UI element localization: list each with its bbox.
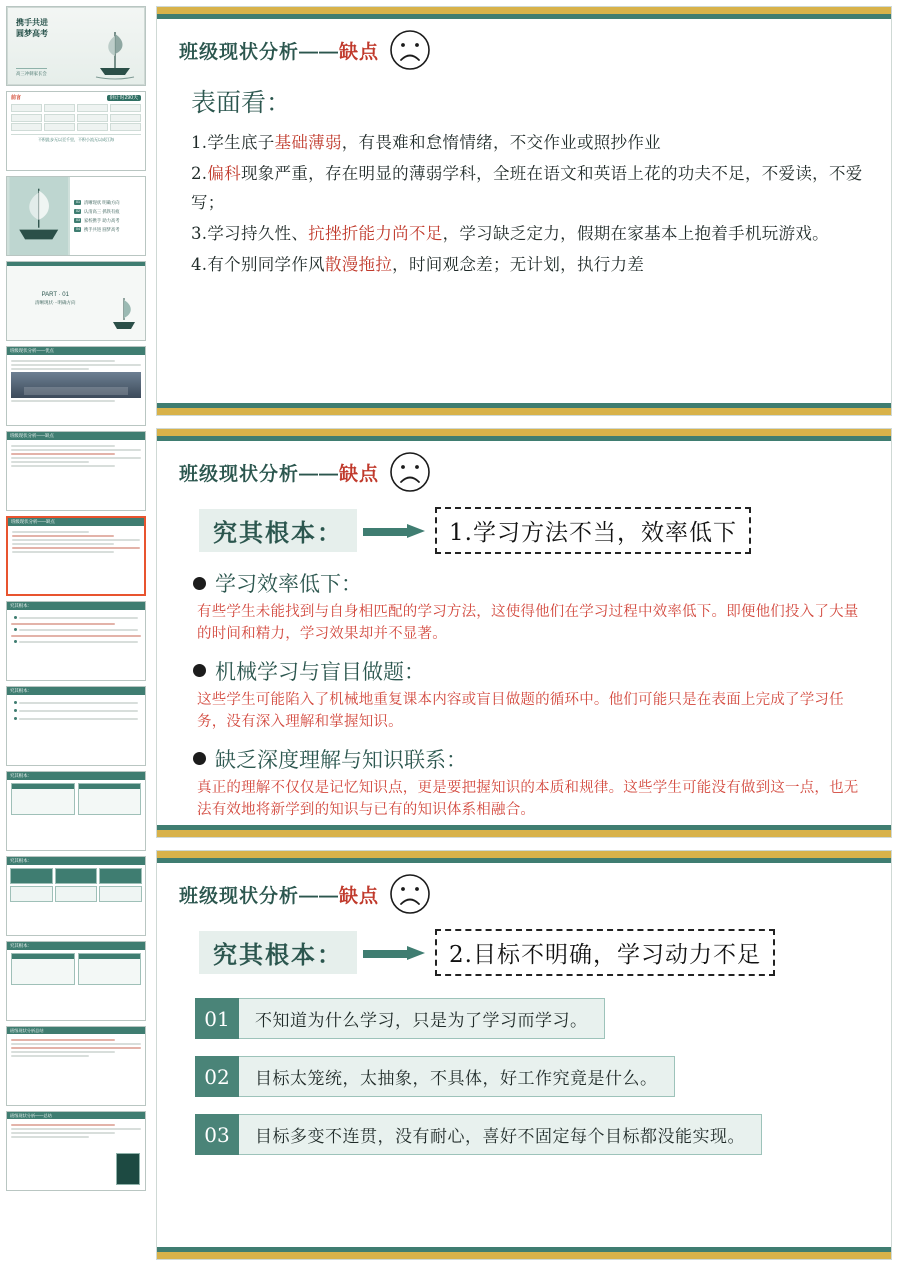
thumb-header <box>7 602 145 610</box>
agenda-item-num: 03 <box>75 218 80 223</box>
thumb-header <box>7 857 145 865</box>
thumb-text-line <box>19 629 138 631</box>
thumb-body <box>7 1034 145 1062</box>
countdown-cell <box>11 123 42 131</box>
thumb-header-label: 班级现状分析总结 <box>10 1028 44 1033</box>
thumb-row <box>14 716 138 722</box>
thumb-text-line <box>11 449 141 451</box>
cover-title-line1: 携手共进 <box>16 18 48 27</box>
sad-face-icon <box>389 29 431 71</box>
grid-cell <box>99 886 142 902</box>
countdown-right-label: 倒计时290天 <box>107 95 141 101</box>
countdown-header <box>11 95 141 101</box>
slide-3-root-label: 究其根本： <box>199 931 357 974</box>
slide-1-paragraph-2 <box>191 160 865 218</box>
thumbnail-root-cause-2[interactable] <box>6 686 146 766</box>
thumb-row <box>14 639 138 645</box>
thumbnail-plan-table[interactable] <box>6 941 146 1021</box>
thumb-header-label: 班级现状分析——缺点 <box>10 433 54 438</box>
slide-3-numbered-list <box>157 976 891 1155</box>
text-segment-highlight: 基础薄弱 <box>274 133 342 152</box>
slide-2-title <box>179 459 379 486</box>
arrow-shaft <box>363 528 409 536</box>
slide-1-paragraph-3 <box>191 220 865 249</box>
number-badge-icon <box>14 709 17 712</box>
slide-bottom-accent-bar <box>157 408 891 415</box>
agenda-item[interactable] <box>74 209 141 214</box>
thumb-row <box>14 627 138 633</box>
thumb-text-line <box>11 457 141 459</box>
thumb-header <box>7 687 145 695</box>
slide-1-section-title: 表面看： <box>191 88 292 117</box>
arrow-head <box>407 946 425 960</box>
thumb-col-box <box>78 783 142 815</box>
thumbnail-summary-stamp[interactable] <box>6 1111 146 1191</box>
thumb-text-line <box>11 1047 141 1049</box>
cover-title-line2: 圆梦高考 <box>16 28 48 38</box>
slide-3-title-main: 班级现状分析—— <box>179 885 340 907</box>
bullet-heading <box>193 656 861 686</box>
cover-slide <box>7 7 145 85</box>
thumbnail-cover[interactable] <box>6 6 146 86</box>
thumb-header <box>7 942 145 950</box>
thumbnail-agenda[interactable] <box>6 176 146 256</box>
agenda-item[interactable] <box>74 200 141 205</box>
thumbnail-summary[interactable] <box>6 1026 146 1106</box>
thumb-text-line <box>11 1136 89 1138</box>
slide-2-root-row <box>157 493 891 554</box>
bullet-dot-icon <box>14 640 17 643</box>
thumb-col-box <box>11 953 75 985</box>
thumb-col-box <box>78 953 142 985</box>
agenda-item[interactable] <box>74 227 141 232</box>
slide-top-accent-bar <box>157 429 891 436</box>
part-text <box>35 292 76 305</box>
thumbnail-part-01[interactable] <box>6 261 146 341</box>
bullet-heading-text: 缺乏深度理解与知识联系： <box>215 747 467 772</box>
agenda-item-label: 清晰现状 明确方向 <box>83 200 120 206</box>
slide-1-body <box>157 71 891 279</box>
slide-2-title-accent: 缺点 <box>339 463 380 485</box>
agenda-item-num: 02 <box>75 209 80 214</box>
thumb-text-line <box>11 453 115 455</box>
thumb-text-line <box>12 539 140 541</box>
grid-cell <box>99 868 142 884</box>
agenda-item-label: 认清高三 抓铁有痕 <box>83 208 120 214</box>
thumb-body <box>7 1119 145 1143</box>
thumb-header-label: 究其根本： <box>10 603 32 608</box>
thumb-header-label: 究其根本： <box>10 688 32 693</box>
arrow-right-icon <box>363 946 429 960</box>
sad-face-icon <box>389 451 431 493</box>
thumb-row <box>14 615 138 621</box>
list-item-number: 01 <box>195 998 239 1039</box>
arrow-head <box>407 524 425 538</box>
countdown-footer: 不积跬步无以至千里，不积小流无以成江海 <box>11 134 141 142</box>
agenda-item[interactable] <box>74 218 141 223</box>
agenda-slide <box>7 177 145 255</box>
number-badge-icon <box>14 701 17 704</box>
countdown-cell <box>44 123 75 131</box>
countdown-cell <box>44 104 75 112</box>
col-header <box>12 954 74 959</box>
grid-cell <box>55 886 98 902</box>
arrow-shaft <box>363 950 409 958</box>
thumbnail-rail[interactable] <box>0 0 152 1286</box>
slide-top-accent-bar <box>157 7 891 14</box>
thumb-text-line <box>11 1043 141 1045</box>
thumb-col-box <box>11 783 75 815</box>
countdown-cell <box>77 123 108 131</box>
thumb-text-line <box>11 1124 115 1126</box>
thumb-body <box>7 355 145 407</box>
thumb-text-line <box>19 641 138 643</box>
text-segment: ，时间观念差；无计划，执行力差 <box>392 254 645 274</box>
sailing-ship-icon <box>92 28 138 80</box>
slide-2-root-claim: 1.学习方法不当，效率低下 <box>435 507 751 554</box>
slide-2[interactable] <box>156 428 892 838</box>
thumb-header <box>8 518 144 526</box>
countdown-grid <box>11 104 141 131</box>
thumb-header-label: 班级现状分析——总结 <box>10 1113 52 1118</box>
list-item-text: 不知道为什么学习，只是为了学习而学习。 <box>239 998 605 1039</box>
thumb-header-label: 究其根本： <box>10 943 32 948</box>
thumbnail-table-two-col[interactable] <box>6 771 146 851</box>
thumb-body <box>8 526 144 558</box>
bullet-dot-icon <box>14 628 17 631</box>
thumb-body <box>7 695 145 727</box>
grid-cell <box>10 868 53 884</box>
grid-cell <box>10 886 53 902</box>
thumb-text-line <box>11 445 115 447</box>
countdown-cell <box>77 104 108 112</box>
bullet-dot-icon <box>193 577 206 590</box>
thumb-text-line <box>11 1055 89 1057</box>
slide-bottom-accent-bar <box>157 1252 891 1259</box>
thumb-header-label: 究其根本： <box>10 858 32 863</box>
thumbnail-photo-slide[interactable] <box>6 346 146 426</box>
list-item <box>195 998 863 1039</box>
thumb-text-line <box>11 1039 115 1041</box>
slide-1-paragraph-1 <box>191 129 865 158</box>
thumb-two-col <box>7 950 145 988</box>
agenda-item-num: 01 <box>75 200 80 205</box>
thumbnail-root-cause-1[interactable] <box>6 601 146 681</box>
slide-3[interactable] <box>156 850 892 1260</box>
part-subtitle: 清晰现状···明确方向 <box>35 299 76 305</box>
thumb-text-line <box>11 1128 141 1130</box>
thumb-text-line <box>12 535 114 537</box>
ship-illustration-icon <box>7 177 70 255</box>
slide-2-root-label: 究其根本： <box>199 509 357 552</box>
list-item <box>195 1114 863 1155</box>
bullet-paragraph: 有些学生未能找到与自身相匹配的学习方法，这使得他们在学习过程中效率低下。即便他们投入了大量的时间和精力，学习效果却并不显著。 <box>197 604 859 643</box>
countdown-cell <box>11 104 42 112</box>
slide-1-title-main: 班级现状分析—— <box>179 41 340 63</box>
countdown-cell <box>44 114 75 122</box>
thumb-body <box>7 440 145 472</box>
thumb-mini-grid <box>7 865 145 905</box>
thumb-text-line <box>19 702 138 704</box>
list-item-number: 02 <box>195 1056 239 1097</box>
countdown-cell <box>110 123 141 131</box>
slide-list <box>152 0 900 1286</box>
slide-2-header <box>157 441 891 493</box>
col-header <box>79 784 141 789</box>
thumb-text-line <box>11 368 89 370</box>
countdown-cell <box>11 114 42 122</box>
thumb-text-line <box>12 551 114 553</box>
thumb-text-line <box>11 360 115 362</box>
countdown-cell <box>110 114 141 122</box>
bullet-heading <box>193 744 861 774</box>
countdown-cell <box>77 114 108 122</box>
thumb-header <box>7 347 145 355</box>
agenda-item-label: 家校携手 助力高考 <box>83 217 120 223</box>
thumb-two-col <box>7 780 145 818</box>
thumb-header <box>7 1112 145 1119</box>
thumbnail-current-slide[interactable] <box>6 516 146 596</box>
bullet-dot-icon <box>193 752 206 765</box>
thumbnail-countdown[interactable] <box>6 91 146 171</box>
number-badge-icon <box>14 717 17 720</box>
text-segment-highlight: 散漫拖拉 <box>324 254 393 274</box>
agenda-list <box>70 177 145 255</box>
ship-outline-icon <box>107 294 141 336</box>
col-header <box>12 784 74 789</box>
bullet-heading-text: 机械学习与盲目做题： <box>215 659 425 684</box>
slide-3-header <box>157 863 891 915</box>
thumb-body <box>7 610 145 650</box>
thumb-text-line <box>11 635 141 637</box>
slide-1-title <box>179 37 379 64</box>
part-top-bar <box>7 262 145 266</box>
thumb-text-line <box>19 617 138 619</box>
thumb-text-line <box>11 465 115 467</box>
thumb-text-line <box>12 543 114 545</box>
thumb-text-line <box>12 547 140 549</box>
slide-1[interactable] <box>156 6 892 416</box>
thumb-header <box>7 432 145 440</box>
text-segment-highlight: 抗挫折能力尚不足 <box>308 223 443 243</box>
bullet-heading-text: 学习效率低下： <box>215 572 362 596</box>
bullet-heading <box>193 568 861 598</box>
arrow-right-icon <box>363 524 429 538</box>
cover-title <box>16 18 48 40</box>
slide-top-accent-bar <box>157 851 891 858</box>
thumb-text-line <box>11 1051 115 1053</box>
part-label: PART · 01 <box>41 292 69 298</box>
stamp-icon <box>116 1153 140 1185</box>
countdown-slide <box>7 92 145 145</box>
thumbnail-list-slide[interactable] <box>6 431 146 511</box>
thumb-text-line <box>11 400 115 402</box>
text-segment: 4.有个别同学作风 <box>191 254 325 274</box>
thumb-photo <box>11 372 141 398</box>
slide-1-header <box>157 19 891 71</box>
slide-2-title-main: 班级现状分析—— <box>179 463 340 485</box>
thumb-row <box>14 708 138 714</box>
list-item-text: 目标多变不连贯，没有耐心，喜好不固定每个目标都没能实现。 <box>239 1114 762 1155</box>
slide-3-root-claim: 2.目标不明确，学习动力不足 <box>435 929 775 976</box>
slide-2-bullets <box>157 554 891 822</box>
thumb-text-line <box>12 531 89 533</box>
text-segment: 2. <box>191 163 208 183</box>
col-header <box>79 954 141 959</box>
countdown-left-label: 前言 <box>11 95 22 101</box>
text-segment: 现象严重，存在明显的薄弱学科，全班在语文和英语上花的功夫不足，不爱读，不爱写； <box>191 163 863 212</box>
list-item-number: 03 <box>195 1114 239 1155</box>
thumb-text-line <box>11 461 89 463</box>
agenda-item-label: 携手共进 圆梦高考 <box>83 226 120 232</box>
part-slide <box>7 262 145 340</box>
grid-cell <box>55 868 98 884</box>
text-segment: 3.学习持久性、 <box>191 223 309 243</box>
text-segment: ，有畏难和怠惰情绪，不交作业或照抄作业 <box>341 133 661 152</box>
thumbnail-grid-slide[interactable] <box>6 856 146 936</box>
slide-bottom-accent-bar <box>157 830 891 837</box>
cover-subtitle: 高三冲刺家长会 <box>16 68 47 77</box>
thumb-text-line <box>11 623 115 625</box>
agenda-image <box>7 177 70 255</box>
thumb-header-label: 班级现状分析——缺点 <box>11 519 55 524</box>
thumb-text-line <box>19 718 138 720</box>
slide-1-title-accent: 缺点 <box>339 41 380 63</box>
thumb-text-line <box>19 710 138 712</box>
bullet-paragraph: 这些学生可能陷入了机械地重复课本内容或盲目做题的循环中。他们可能只是在表面上完成了学习任务，没有深入理解和掌握知识。 <box>197 691 844 731</box>
text-segment-highlight: 偏科 <box>207 163 241 183</box>
list-item <box>195 1056 863 1097</box>
text-segment: ，学习缺乏定力，假期在家基本上抱着手机玩游戏。 <box>442 223 829 243</box>
list-item-text: 目标太笼统，太抽象，不具体，好工作究竟是什么。 <box>239 1056 675 1097</box>
slide-3-root-row <box>157 915 891 976</box>
thumb-header <box>7 1027 145 1034</box>
thumb-header-label: 究其根本： <box>10 773 32 778</box>
slide-3-title-accent: 缺点 <box>339 885 380 907</box>
bullet-dot-icon <box>193 664 206 677</box>
slide-1-paragraph-4 <box>191 251 865 280</box>
slide-3-title <box>179 881 379 908</box>
agenda-item-num: 04 <box>75 227 80 232</box>
bullet-dot-icon <box>14 616 17 619</box>
text-segment: 1.学生底子 <box>191 133 275 152</box>
thumb-row <box>14 700 138 706</box>
countdown-cell <box>110 104 141 112</box>
sad-face-icon <box>389 873 431 915</box>
thumb-text-line <box>11 364 141 366</box>
bullet-paragraph: 真正的理解不仅仅是记忆知识点，更是要把握知识的本质和规律。这些学生可能没有做到这一点，也无法有效地将新学到的知识与已有的知识体系相融合。 <box>197 779 859 819</box>
thumb-header <box>7 772 145 780</box>
thumb-header-label: 班级现状分析——优点 <box>10 348 54 353</box>
thumb-text-line <box>11 1132 115 1134</box>
